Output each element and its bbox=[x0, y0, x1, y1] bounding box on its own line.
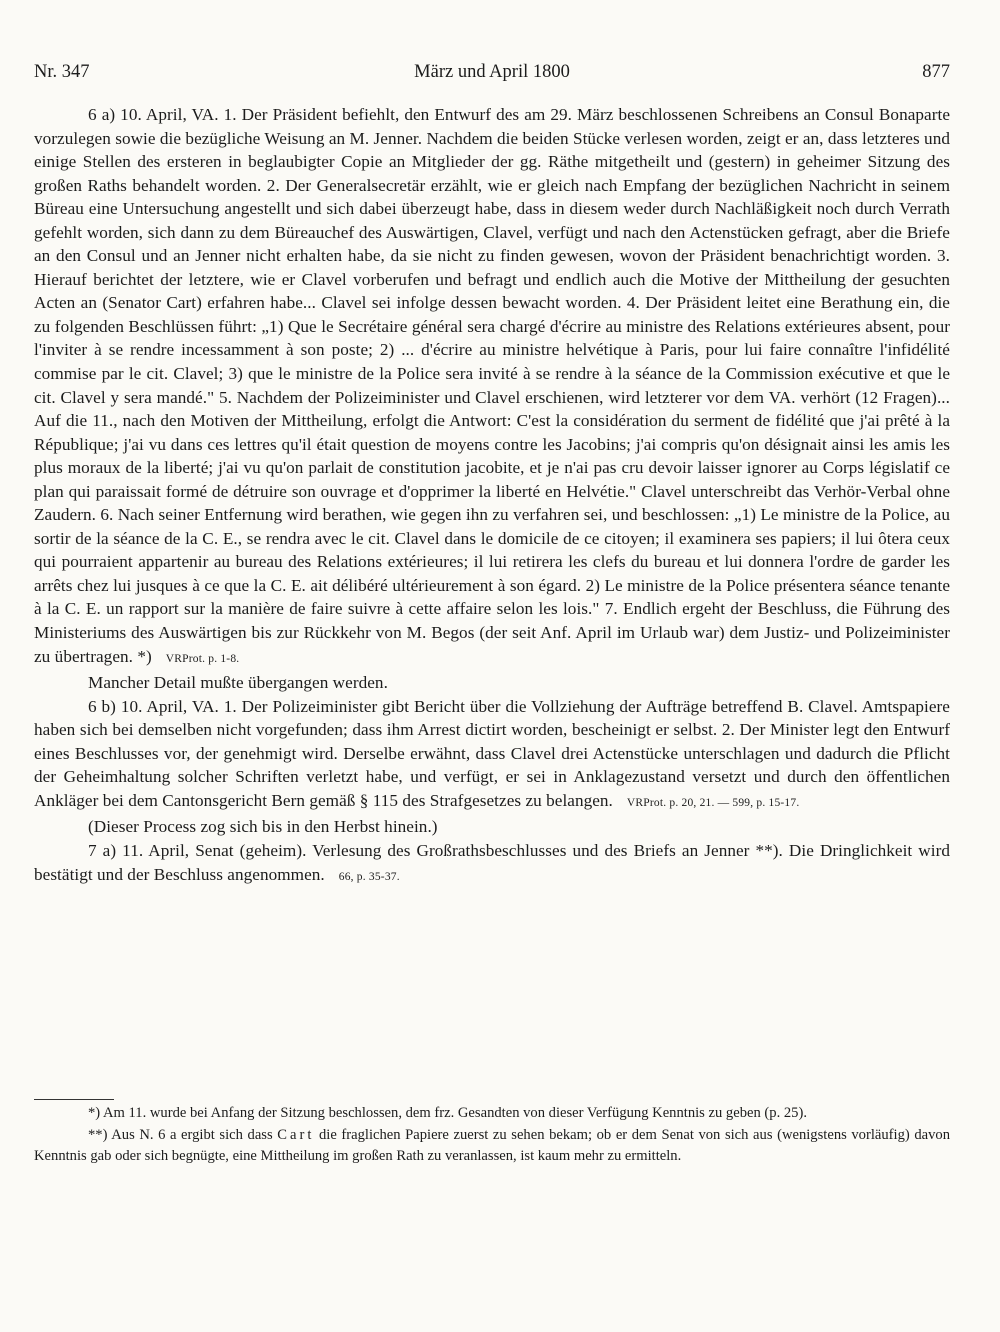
page-number: 877 bbox=[922, 62, 950, 82]
footnote-1: *) Am 11. wurde bei Anfang der Sitzung beschlossen, dem frz. Gesandten von dieser Verfügung Kenntnis zu geben (p. 25). bbox=[88, 1105, 807, 1121]
paragraph-process: (Dieser Process zog sich bis in den Herbst hinein.) bbox=[88, 817, 438, 837]
body-text bbox=[34, 103, 950, 889]
paragraph-7a bbox=[34, 839, 950, 889]
source-reference: VRProt. p. 20, 21. — 599, p. 15-17. bbox=[626, 796, 800, 809]
paragraph-7a-text: 7 a) 11. April, Senat (geheim). Verlesung des Großrathsbeschlusses und des Briefs an Jenner **). Die Dringlichkeit wird bestätigt und der Beschluss angenommen. bbox=[34, 840, 950, 884]
footnote-rule bbox=[34, 1099, 114, 1100]
paragraph-6a bbox=[34, 103, 950, 671]
document-number: Nr. 347 bbox=[34, 62, 90, 82]
source-reference: VRProt. p. 1-8. bbox=[165, 652, 240, 665]
paragraph-6a-text: 6 a) 10. April, VA. 1. Der Präsident befiehlt, den Entwurf des am 29. März beschlossenen Schreibens an Consul Bonaparte vorzulegen sowie die bezügliche Weisung an M. Jenner. Nachdem die beiden Stücke verlesen worden, zeigt er an, dass letzteres und einige Stellen des ersteren in beglaubigter Copie an Mitglieder der gg. Räthe mitgetheilt und (gestern) in geheimer Sitzung des großen Raths behandelt worden. 2. Der Generalsecretär erzählt, wie er gleich nach Empfang der bezüglichen Nachricht in seinem Büreau eine Untersuchung angestellt und sich dabei überzeugt habe, dass in diesem weder durch Nachläßigkeit noch durch Verrath gefehlt worden, sich dann zu dem Büreauchef des Auswärtigen, Clavel, verfügt und nach den Actenstücken gefragt, aber die Briefe an den Consul und an Jenner nicht erhalten habe, da sie nicht zu finden gewesen, wovon der Präsident benachrichtigt worden. 3. Hierauf berichtet der letztere, wie er Clavel vorberufen und befragt und endlich auch die Motive der Mittheilung der gesuchten Acten an (Senator Cart) erfahren habe... Clavel sei infolge dessen bewacht worden. 4. Der Präsident leitet eine Berathung ein, die zu folgenden Beschlüssen führt: „1) Que le Secrétaire général sera chargé d'écrire au ministre des Relations extérieures absent, pour l'inviter à se rendre incessamment à son poste; 2) ... d'écrire au ministre helvétique à Paris, pour lui faire connaître l'infidélité commise par le cit. Clavel; 3) que le ministre de la Police sera invité à se rendre à la séance de la Commission exécutive et que le cit. Clavel y sera mandé." 5. Nachdem der Polizeiminister und Clavel erschienen, wird letzterer vor dem VA. verhört (12 Fragen)... Auf die 11., nach den Motiven der Mittheilung, erfolgt die Antwort: C'est la considération du serment de fidélité que j'ai prêté à la République; j'ai vu dans ces lettres qu'il était question de moyens contre les Jacobins; j'ai compris qu'on désignait ainsi les amis les plus moraux de la liberté; j'ai vu qu'on parlait de constitution jacobite, et je n'ai pas cru devoir laisser ignorer au Corps législatif ce plan qui paraissait formé de détruire son ouvrage et d'opprimer la liberté en Helvétie." Clavel unterschreibt das Verhör-Verbal ohne Zaudern. 6. Nach seiner Entfernung wird berathen, wie gegen ihn zu verfahren sei, und beschlossen: „1) Le ministre de la Police, au sortir de la séance de la C. E., se rendra avec le cit. Clavel dans le domicile de ce citoyen; il examinera ses papiers; il lui ôtera ceux qui pourraient appartenir au bureau des Relations extérieures; il lui retirera les clefs du bureau et lui donnera l'ordre de garder les arrêts chez lui jusques à ce que la C. E. ait délibéré ultérieurement à son égard. 2) Le ministre de la Police présentera séance tenante à la C. E. un rapport sur la manière de faire suivre à cette affaire selon les lois." 7. Endlich ergeht der Beschluss, die Führung des Ministeriums des Auswärtigen bis zur Rückkehr von M. Begos (der seit Anf. April im Urlaub war) dem Justiz- und Polizeiminister zu übertragen. *) bbox=[34, 105, 950, 666]
footnotes bbox=[34, 1103, 950, 1168]
running-title: März und April 1800 bbox=[414, 62, 570, 82]
footnote-2: **) Aus N. 6 a ergibt sich dass Cart die fraglichen Papiere zuerst zu sehen bekam; ob er dem Senat von sich aus (wenigstens vorläufig) davon Kenntnis gab oder sich begnügte, eine Mittheilung im großen Rath zu veranlassen, ist kaum mehr zu ermitteln. bbox=[34, 1126, 950, 1164]
paragraph-6b-text: 6 b) 10. April, VA. 1. Der Polizeiminister gibt Bericht über die Vollziehung der Aufträge betreffend B. Clavel. Amtspapiere haben sich bei demselben nicht vorgefunden; dass ihm Arrest dictirt worden, bescheinigt er selbst. 2. Der Minister legt den Entwurf eines Beschlusses vor, der genehmigt wird. Derselbe erwähnt, dass Clavel drei Actenstücke unterschlagen und dadurch die Pflicht der Geheimhaltung solcher Schriften verletzt habe, und verfügt, er sei in Anklagezustand versetzt und durch den öffentlichen Ankläger bei dem Cantonsgericht Bern gemäß § 115 des Strafgesetzes zu belangen. bbox=[34, 696, 950, 810]
source-reference: 66, p. 35-37. bbox=[338, 870, 400, 883]
paragraph-6b bbox=[34, 695, 950, 816]
paragraph-note: Mancher Detail mußte übergangen werden. bbox=[88, 673, 388, 693]
page-header bbox=[34, 62, 950, 92]
footnote-name: Cart bbox=[277, 1126, 315, 1143]
